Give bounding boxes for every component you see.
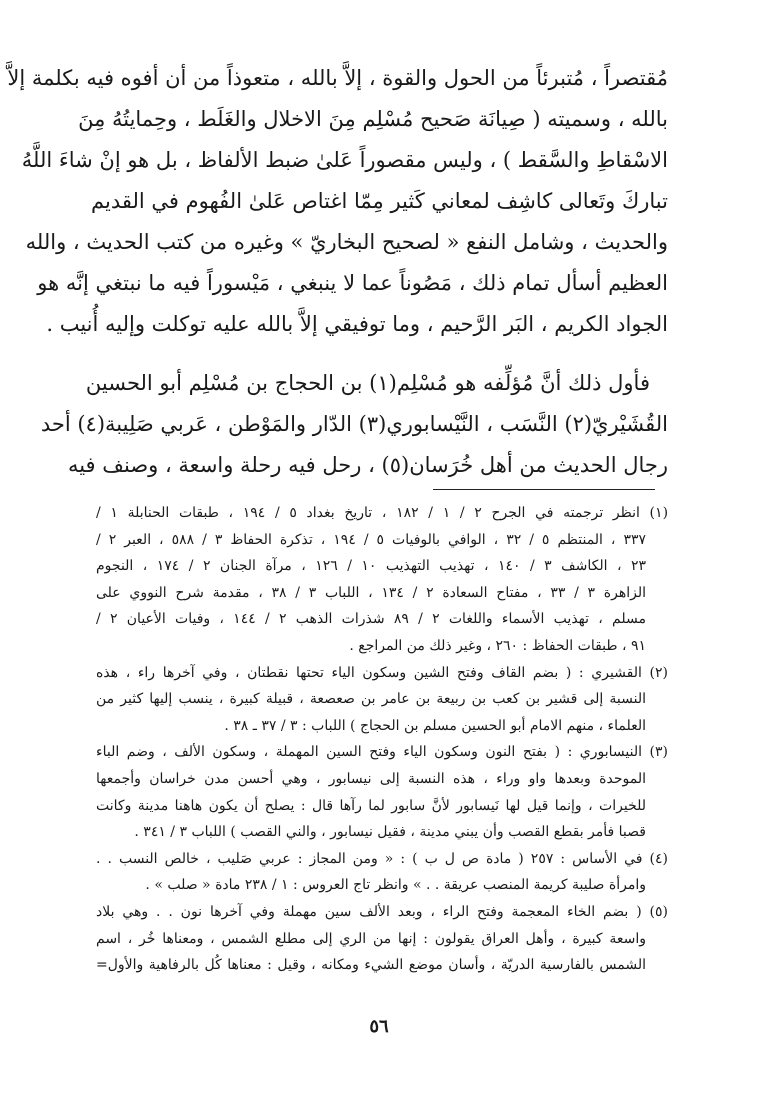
footnote-2: [96, 660, 668, 740]
page-number: ٥٦: [369, 1016, 389, 1037]
footnote-line: للخيرات ، وإنما قيل لها نَيسابور لأنَّ سابور لما رآها قال : يصلح أن يكون هاهنا مدينة وكانت: [96, 797, 647, 814]
footnote-4: [96, 846, 668, 899]
text-line: بالله ، وسميته ( صِيانَة صَحيح مُسْلِم مِنَ الاخلال والغَلَط ، وحِمايتُهُ مِنَ: [78, 107, 668, 131]
text-line: العظيم أسأل تمام ذلك ، مَصُوناً عما لا ينبغي ، مَيْسوراً فيه ما نبتغي إنَّه هو: [37, 271, 668, 295]
footnote-5: [96, 899, 668, 979]
footnote-line: (١) انظر ترجمته في الجرح ٢ / ١ / ١٨٢ ، تاريخ بغداد ٥ / ١٩٤ ، طبقات الحنابلة ١ /: [96, 505, 669, 521]
main-text: [7, 58, 668, 486]
footnote-line: وامرأة صليبة كريمة المنصب عريقة . . » وانظر تاج العروس : ١ / ٢٣٨ مادة « صلب » .: [145, 877, 646, 894]
footnote-line: الموحدة وبعدها واو وراء ، هذه النسبة إلى نيسابور ، وهي أحسن مدن خراسان وأجمعها: [96, 770, 646, 787]
footnote-line: ٩١ ، طبقات الحفاظ : ٢٦٠ ، وغير ذلك من المراجع .: [349, 637, 646, 654]
text-line: الاسْقاطِ والسَّقط ) ، وليس مقصوراً عَلىٰ ضبط الألفاظ ، بل هو إنْ شاءَ اللَّهُ: [21, 148, 668, 172]
footnote-3: [96, 739, 668, 845]
footnote-line: قصبا فأمر بقطع القصب وأن يبني مدينة ، فقيل نيسابور ، والني القصب ) اللباب ٣ / ٣٤١ .: [134, 824, 646, 841]
footnote-line: (٢) القشيري : ( بضم القاف وفتح الشين وسكون الياء تحتها نقطتان ، وفي آخرها راء ، هذه: [96, 664, 668, 681]
text-line: تباركَ وتَعالى كاشِف لمعاني كَثير مِمّا اغتاص عَلىٰ الفُهوم في القديم: [91, 189, 668, 213]
footnote-line: مسلم ، تهذيب الأسماء واللغات ٢ / ٨٩ شذرات الذهب ٢ / ١٤٤ ، وفيات الأعيان ٢ /: [96, 611, 646, 628]
footnote-line: الزاهرة ٣ / ٣٣ ، مفتاح السعادة ٢ / ١٣٤ ، اللباب ٣ / ٣٨ ، مقدمة شرح النووي على: [96, 584, 647, 601]
text-line: رجال الحديث من أهل خُرَسان(٥) ، رحل فيه رحلة واسعة ، وصنف فيه: [67, 453, 668, 477]
text-line: والحديث ، وشامل النفع « لصحيح البخاريّ » وغيره من كتب الحديث ، والله: [25, 230, 668, 254]
text-line: القُشَيْريّ(٢) النَّسَب ، النَّيْسابوري(٣) الدّار والمَوْطن ، عَربي صَلِيبة(٤) أحد: [40, 412, 668, 436]
footnote-line: الشمس بالفارسية الدريّة ، وأسان موضع الشيء ومكانه ، وقيل : معناها كُل بالرفاهية والأول=: [96, 957, 646, 974]
footnote-line: ٢٣ ، الكاشف ٣ / ١٤٠ ، تهذيب التهذيب ١٠ / ١٢٦ ، مرآة الجنان ٢ / ١٧٤ ، النجوم: [96, 558, 646, 575]
paragraph-2: [40, 363, 668, 486]
footnote-line: واسعة كبيرة ، وأهل العراق يقولون : إنها من الري إلى مطلع الشمس ، ومعناها خُر ، اسم: [96, 930, 646, 947]
footnote-line: (٣) النيسابوري : ( بفتح النون وسكون الياء وفتح السين المهملة ، وسكون الألف ، وضم الباء: [96, 744, 668, 761]
footnote-line: العلماء ، منهم الامام أبو الحسين مسلم بن الحجاج ) اللباب : ٣ / ٣٧ ـ ٣٨ .: [224, 717, 646, 734]
footnote-line: ٣٣٧ ، المنتظم ٥ / ٣٢ ، الوافي بالوفيات ٥ / ١٩٤ ، تذكرة الحفاظ ٣ / ٥٨٨ ، العبر ٢ /: [96, 531, 646, 548]
paragraph-gap: [96, 345, 668, 363]
footnotes: [96, 500, 668, 979]
footnote-line: (٤) في الأساس : ٢٥٧ ( مادة ص ل ب ) : « ومن المجاز : عربي صَليب ، خالص النسب . .: [96, 850, 668, 867]
footnote-separator: [433, 489, 655, 490]
footnote-1: [96, 500, 668, 660]
text-line: الجواد الكريم ، البَر الرَّحيم ، وما توفيقي إلاَّ بالله عليه توكلت وإليه أُنيب .: [46, 312, 668, 336]
text-line: مُقتصراً ، مُتبرئاً من الحول والقوة ، إلاَّ بالله ، متعوذاً من أن أفوه فيه بكلمة إلاَّ: [7, 66, 668, 90]
paragraph-1: [7, 58, 668, 345]
footnote-line: (٥) ( بضم الخاء المعجمة وفتح الراء ، وبعد الألف سين مهملة وفي آخرها نون . . وهي بلاد: [96, 903, 668, 920]
footnote-line: النسبة إلى قشير بن كعب بن ربيعة بن عامر بن صعصعة ، قبيلة كبيرة ، ينسب إليها كثير من: [96, 691, 646, 708]
text-line: فأول ذلك أنَّ مُؤلِّفه هو مُسْلِم(١) بن الحجاج بن مُسْلِم أبو الحسين: [85, 371, 650, 395]
